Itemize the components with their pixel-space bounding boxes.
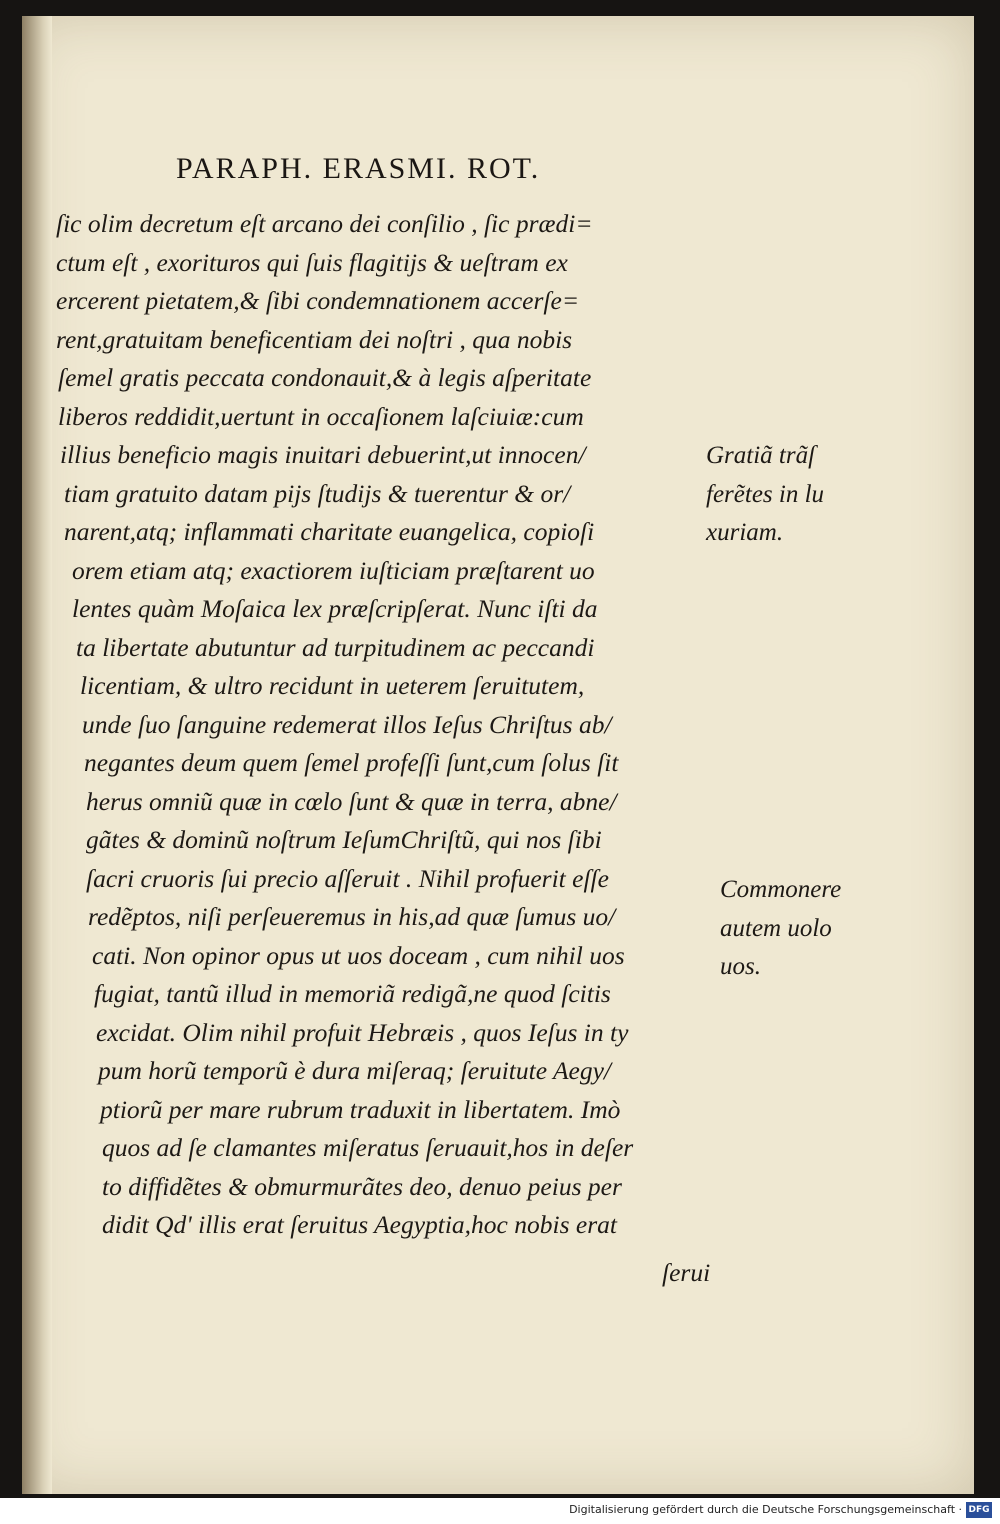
- text-line: ctum eſt , exorituros qui ſuis flagitijs & ueſtram ex: [56, 247, 568, 277]
- text-line: pum horũ temporũ è dura miſeraq; ſeruitute Aegy/: [98, 1056, 612, 1085]
- footer-credit: Digitalisierung gefördert durch die Deutsche Forschungsgemeinschaft ·: [569, 1503, 962, 1516]
- catchword: ſerui: [662, 1258, 711, 1287]
- text-line: ercerent pietatem,& ſibi condemnationem accerſe=: [56, 286, 580, 315]
- text-line: lentes quàm Moſaica lex præſcripſerat. Nunc iſti da: [72, 594, 598, 623]
- marginal-note-line: Commonere: [720, 876, 842, 903]
- text-line: illius beneficio magis inuitari debuerint,ut innocen/: [60, 440, 586, 469]
- text-line: to diffidẽtes & obmurmurãtes deo, denuo peius per: [102, 1171, 622, 1201]
- marginal-note-line: xuriam.: [706, 519, 784, 546]
- text-line: rent,gratuitam beneficentiam dei noſtri , qua nobis: [56, 324, 573, 354]
- marginal-note-line: uos.: [720, 953, 761, 980]
- text-line: licentiam, & ultro recidunt in ueterem ſeruitutem,: [80, 671, 585, 700]
- text-line: redẽptos, niſi perſeueremus in his,ad quæ ſumus uo/: [88, 902, 616, 931]
- text-line: ptiorũ per mare rubrum traduxit in libertatem. Imò: [100, 1094, 621, 1124]
- marginal-note-line: Gratiã trãſ: [706, 442, 816, 469]
- text-line: liberos reddidit,uertunt in occaſionem laſciuiæ:cum: [58, 401, 584, 431]
- text-line: didit Qd' illis erat ſeruitus Aegyptia,hoc nobis erat: [102, 1210, 617, 1239]
- page-binding-shadow: [22, 16, 52, 1494]
- text-line: negantes deum quem ſemel profeſſi ſunt,cum ſolus ſit: [84, 748, 619, 777]
- text-line: ta libertate abutuntur ad turpitudinem ac peccandi: [76, 632, 595, 662]
- text-line: ſic olim decretum eſt arcano dei conſilio , ſic prædi=: [56, 209, 593, 238]
- marginal-note-commonere: [720, 871, 841, 987]
- text-line: ſemel gratis peccata condonauit,& à legis aſperitate: [58, 363, 592, 392]
- dfg-logo: DFG: [966, 1502, 992, 1518]
- marginal-note-gratia: [706, 437, 824, 553]
- text-line: ſacri cruoris ſui precio aſſeruit . Nihil profuerit eſſe: [86, 863, 609, 893]
- text-line: narent,atq; inflammati charitate euangelica, copioſi: [64, 517, 595, 546]
- text-line: unde ſuo ſanguine redemerat illos Ieſus Chriſtus ab/: [82, 709, 612, 739]
- body-text: [56, 205, 716, 1245]
- running-title: PARAPH. ERASMI. ROT.: [176, 152, 541, 185]
- text-line: fugiat, tantũ illud in memoriã redigã,ne quod ſcitis: [94, 979, 611, 1008]
- text-line: quos ad ſe clamantes miſeratus ſeruauit,hos in deſer: [102, 1133, 634, 1162]
- text-line: excidat. Olim nihil profuit Hebræis , quos Ieſus in ty: [96, 1017, 629, 1047]
- text-line: gãtes & dominũ noſtrum IeſumChriſtũ, qui nos ſibi: [86, 825, 602, 854]
- footer-bar: [0, 1498, 1000, 1524]
- text-line: herus omniũ quæ in cœlo ſunt & quæ in terra, abne/: [86, 786, 617, 816]
- text-line: orem etiam atq; exactiorem iuſticiam præſtarent uo: [72, 555, 595, 585]
- text-line: cati. Non opinor opus ut uos doceam , cum nihil uos: [92, 940, 625, 970]
- marginal-note-line: ferẽtes in lu: [706, 480, 825, 508]
- text-line: tiam gratuito datam pijs ſtudijs & tuerentur & or/: [64, 478, 571, 508]
- marginal-note-line: autem uolo: [720, 914, 832, 942]
